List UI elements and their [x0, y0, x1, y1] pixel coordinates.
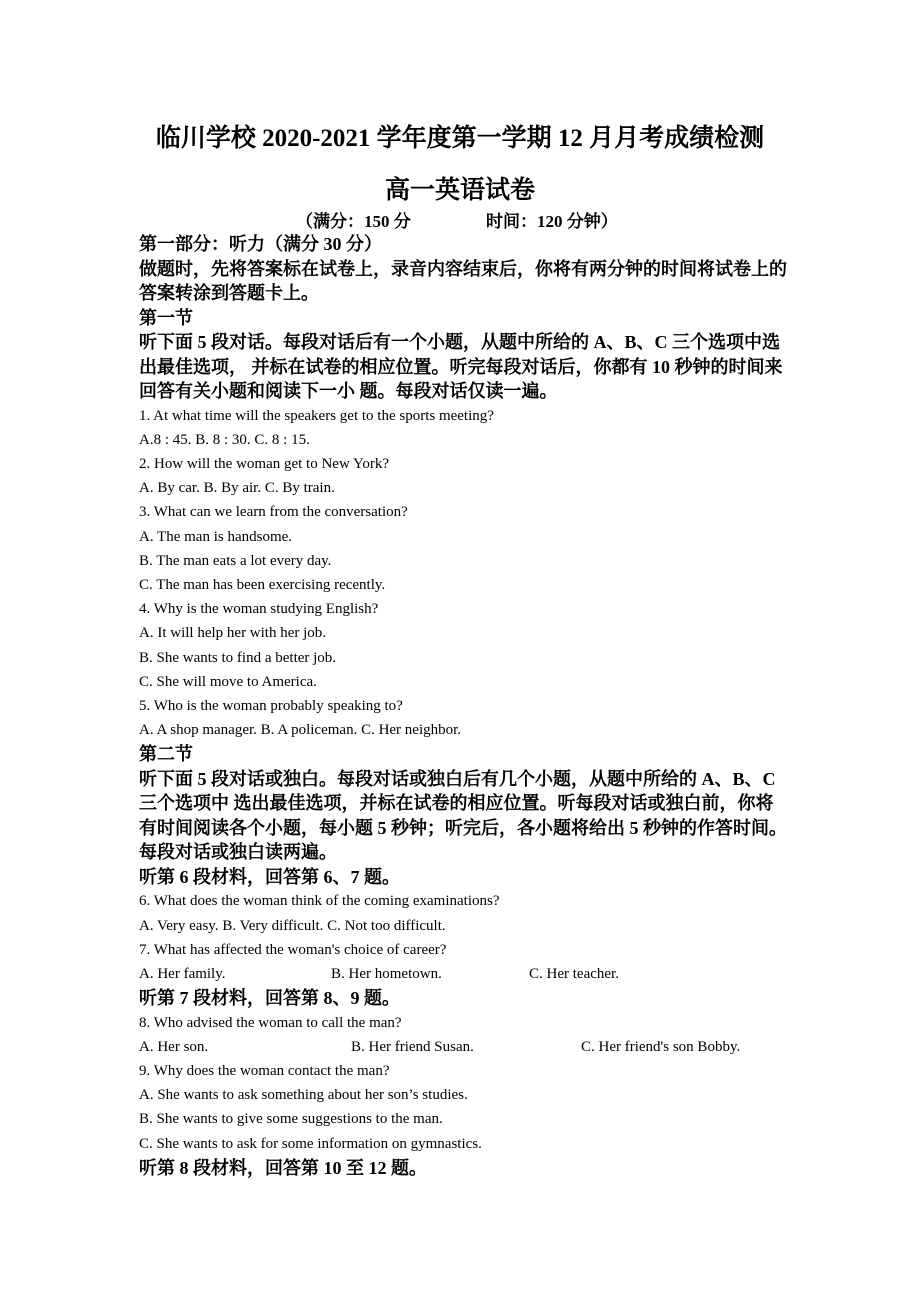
part1-heading: 第一部分：听力（满分 30 分）: [139, 234, 382, 254]
question-line: 6. What does the woman think of the coming examinations?: [139, 893, 500, 910]
exam-time: 时间：120 分钟）: [486, 212, 618, 231]
question-line: 1. At what time will the speakers get to the sports meeting?: [139, 407, 494, 424]
full-score: （满分：150 分: [296, 212, 411, 231]
options-row: [139, 1035, 789, 1059]
question-line: 7. What has affected the woman's choice of career?: [139, 941, 447, 958]
options-line: A. A shop manager. B. A policeman. C. Her neighbor.: [139, 722, 462, 739]
section2-heading: 第二节: [139, 744, 193, 765]
option-c: C. Her friend's son Bobby.: [581, 1038, 741, 1055]
option-line: C. She will move to America.: [139, 673, 317, 690]
option-b: B. Her friend Susan.: [351, 1038, 474, 1055]
exam-subtitle: 高一英语试卷: [384, 177, 535, 204]
option-c: C. Her teacher.: [529, 965, 619, 982]
options-line: A. By car. B. By air. C. By train.: [139, 480, 335, 497]
question-line: 4. Why is the woman studying English?: [139, 601, 379, 618]
option-line: A. The man is handsome.: [139, 528, 293, 545]
material7-heading: 听第 7 段材料，回答第 8、9 题。: [139, 988, 400, 1009]
section2-instruction: 听下面 5 段对话或独白。每段对话或独白后有几个小题，从题中所给的 A、B、C 三个选项中 选出最佳选项，并标在试卷的相应位置。听每段对话或独白前，你将有时间阅读各个小题，每小题 5 秒钟；听完后，各小题将给出 5 秒钟的作答时间。每段对话或独白读两遍。: [139, 768, 787, 863]
part1-instruction: 做题时，先将答案标在试卷上，录音内容结束后，你将有两分钟的时间将试卷上的答案转涂到答题卡上。: [139, 258, 787, 303]
option-line: B. She wants to find a better job.: [139, 649, 337, 666]
options-row: [139, 962, 789, 986]
material6-heading: 听第 6 段材料，回答第 6、7 题。: [139, 866, 400, 887]
material8-heading: 听第 8 段材料，回答第 10 至 12 题。: [139, 1157, 427, 1178]
option-line: C. The man has been exercising recently.: [139, 576, 386, 593]
options-line: A.8 : 45. B. 8 : 30. C. 8 : 15.: [139, 431, 310, 448]
question-line: 5. Who is the woman probably speaking to?: [139, 697, 403, 714]
section1-heading: 第一节: [139, 307, 193, 328]
question-line: 9. Why does the woman contact the man?: [139, 1063, 390, 1080]
section1-instruction: 听下面 5 段对话。每段对话后有一个小题，从题中所给的 A、B、C 三个选项中选出最佳选项， 并标在试卷的相应位置。听完每段对话后，你都有 10 秒钟的时间来回答有关小题和阅读下一小 题。每段对话仅读一遍。: [139, 332, 783, 401]
option-line: C. She wants to ask for some information on gymnastics.: [139, 1135, 482, 1152]
options-line: A. Very easy. B. Very difficult. C. Not too difficult.: [139, 917, 446, 934]
question-line: 8. Who advised the woman to call the man?: [139, 1014, 402, 1031]
option-a: A. Her son.: [139, 1038, 209, 1055]
option-line: A. It will help her with her job.: [139, 625, 327, 642]
option-line: B. The man eats a lot every day.: [139, 552, 332, 569]
option-line: A. She wants to ask something about her son’s studies.: [139, 1087, 468, 1104]
option-a: A. Her family.: [139, 965, 226, 982]
question-line: 3. What can we learn from the conversation?: [139, 504, 408, 521]
option-b: B. Her hometown.: [331, 965, 442, 982]
exam-body: [139, 232, 789, 1180]
option-line: B. She wants to give some suggestions to the man.: [139, 1111, 443, 1128]
question-line: 2. How will the woman get to New York?: [139, 455, 389, 472]
exam-title: 临川学校 2020-2021 学年度第一学期 12 月月考成绩检测: [155, 125, 765, 152]
